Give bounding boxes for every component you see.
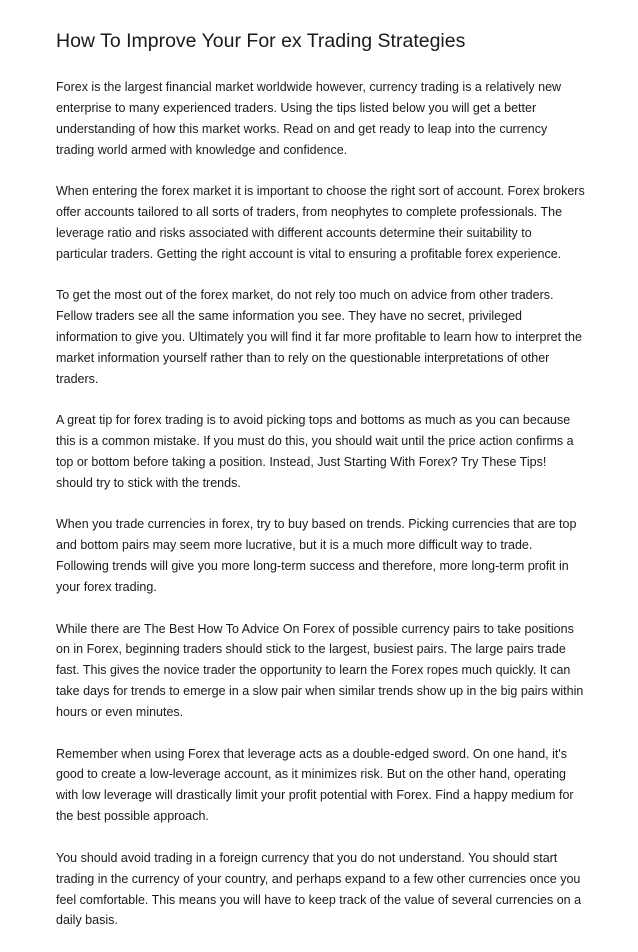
paragraph-6: While there are The Best How To Advice On Forex of possible currency pairs to take positions on in Forex, beginning traders should stick to the largest, busiest pairs. The large pairs trade fast. This gives the novice trader the opportunity to learn the Forex ropes much quickly. It can take days for trends to emerge in a slow pair when similar trends show up in the big pairs within hours or even minutes. bbox=[56, 621, 584, 720]
paragraph-5: When you trade currencies in forex, try to buy based on trends. Picking currencies that are top and bottom pairs may seem more lucrative, but it is a much more difficult way to trade. Following trends will give you more long-term success and therefore, more long-term profit in your forex trading. bbox=[56, 517, 577, 595]
page-title: How To Improve Your For ex Trading Strategies bbox=[56, 30, 466, 52]
paragraph-2: When entering the forex market it is important to choose the right sort of account. Forex brokers offer accounts tailored to all sorts of traders, from neophytes to complete professionals. The leverage ratio and risks associated with different accounts determine their suitability to particular traders. Getting the right account is vital to ensuring a profitable forex experience. bbox=[56, 184, 585, 261]
paragraph-4: A great tip for forex trading is to avoid picking tops and bottoms as much as you can because this is a common mistake. If you must do this, you should wait until the price action confirms a top or bottom before taking a position. Instead, Just Starting With Forex? Try These Tips! should try to stick with the trends. bbox=[56, 413, 574, 490]
paragraph-1: Forex is the largest financial market worldwide however, currency trading is a relatively new enterprise to many experienced traders. Using the tips listed below you will get a better understanding of how this market works. Read on and get ready to leap into the currency trading world armed with knowledge and confidence. bbox=[56, 80, 562, 157]
document-page bbox=[56, 28, 586, 952]
paragraph-7: Remember when using Forex that leverage acts as a double-edged sword. On one hand, it's good to create a low-leverage account, as it minimizes risk. But on the other hand, operating with low leverage will drastically limit your profit potential with Forex. Find a happy medium for the best possible approach. bbox=[56, 746, 574, 824]
paragraph-3: To get the most out of the forex market, do not rely too much on advice from other traders. Fellow traders see all the same information you see. They have no secret, privileged information to give you. Ultimately you will find it far more profitable to learn how to interpret the market information yourself rather than to rely on the questionable interpretations of other traders. bbox=[56, 288, 582, 386]
paragraph-8: You should avoid trading in a foreign currency that you do not understand. You should start trading in the currency of your country, and perhaps expand to a few other currencies once you feel comfortable. This means you will have to keep track of the value of several currencies on a daily basis. bbox=[56, 850, 582, 928]
